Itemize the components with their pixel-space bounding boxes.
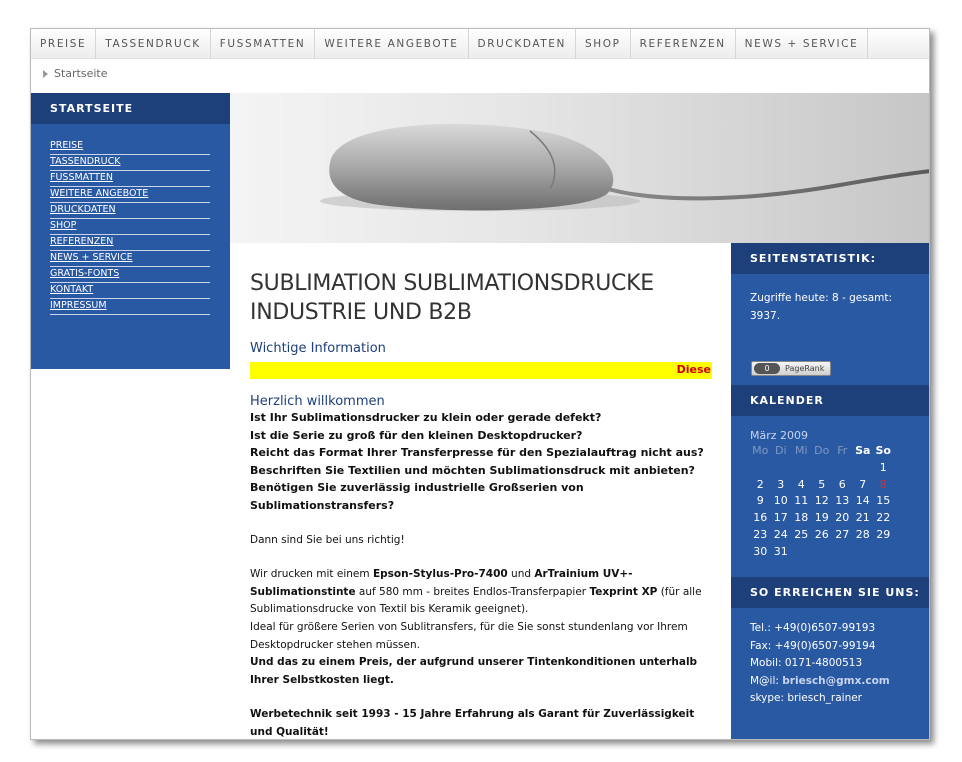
left-menu-item-impressum[interactable]: IMPRESSUM <box>50 299 210 315</box>
calendar-empty-cell <box>791 460 812 477</box>
contact-skype: skype: briesch_rainer <box>750 692 862 705</box>
calendar-day[interactable]: 3 <box>777 477 785 491</box>
question-line: Beschriften Sie Textilien und möchten Sublimationsdruck mit anbieten? <box>250 463 695 477</box>
calendar-day[interactable]: 8 <box>879 477 887 491</box>
paper-name: Texprint XP <box>589 585 658 598</box>
calendar-day[interactable]: 28 <box>855 527 870 541</box>
nav-item-druckdaten[interactable]: DRUCKDATEN <box>469 29 576 59</box>
ideal-paragraph: Ideal für größere Serien von Sublitransfers, für die Sie sonst stundenlang vor Ihrem Desktopdrucker stehen müssen. <box>250 620 688 651</box>
info-heading: Wichtige Information <box>250 341 386 356</box>
page-frame <box>30 28 930 740</box>
left-menu-item-news-service[interactable]: NEWS + SERVICE <box>50 251 210 267</box>
calendar-day[interactable]: 21 <box>855 511 870 525</box>
calendar-day[interactable]: 6 <box>838 477 846 491</box>
left-sidebar-heading: STARTSEITE <box>31 93 230 124</box>
breadcrumb-arrow-icon <box>43 70 48 78</box>
calendar-empty-cell <box>812 460 833 477</box>
news-ticker <box>250 362 712 379</box>
calendar-day[interactable]: 18 <box>794 511 809 525</box>
calendar-day[interactable]: 11 <box>794 494 809 508</box>
contact-mobile: Mobil: 0171-4800513 <box>750 657 863 670</box>
calendar-weekday: Mi <box>794 444 808 457</box>
calendar-day[interactable]: 13 <box>835 494 850 508</box>
top-navigation <box>31 29 930 59</box>
equipment-paragraph <box>250 566 712 619</box>
calendar-weekday: Mo <box>752 444 769 457</box>
browser-top-strip <box>30 14 930 28</box>
contact-block <box>731 620 890 708</box>
question-list <box>250 409 712 515</box>
page-title-line-1: SUBLIMATION SUBLIMATIONSDRUCKE <box>250 271 654 296</box>
calendar-day[interactable]: 14 <box>855 494 870 508</box>
calendar-day[interactable]: 19 <box>814 511 829 525</box>
nav-item-preise[interactable]: PREISE <box>31 29 96 59</box>
mail-link[interactable]: briesch@gmx.com <box>782 674 890 687</box>
ink-name: ArTrainium UV+-Sublimationstinte <box>250 568 633 598</box>
calendar-day[interactable]: 10 <box>773 494 788 508</box>
nav-item-news-service[interactable]: NEWS + SERVICE <box>736 29 869 59</box>
calendar-day[interactable]: 25 <box>794 527 809 541</box>
contact-fax: Fax: +49(0)6507-99194 <box>750 639 876 652</box>
stats-text: Zugriffe heute: 8 - gesamt: 3937. <box>750 292 893 322</box>
question-line: Benötigen Sie zuverlässig industrielle Großserien von Sublimationstransfers? <box>250 481 584 512</box>
calendar-day[interactable]: 17 <box>773 511 788 525</box>
pagerank-label: PageRank <box>785 364 825 373</box>
calendar-weekday: Do <box>814 444 830 457</box>
main-content <box>250 269 712 740</box>
calendar-day[interactable]: 20 <box>835 511 850 525</box>
stats-heading: SEITENSTATISTIK: <box>731 243 930 274</box>
experience-paragraph: Werbetechnik seit 1993 - 15 Jahre Erfahrung als Garant für Zuverlässigkeit und Qualität! <box>250 708 695 738</box>
p1-c: und <box>507 568 535 581</box>
calendar-day[interactable]: 9 <box>756 494 764 508</box>
breadcrumb-home-link[interactable]: Startseite <box>54 67 108 80</box>
left-menu-item-referenzen[interactable]: REFERENZEN <box>50 235 210 251</box>
calendar-grid <box>750 443 894 561</box>
contact-heading: SO ERREICHEN SIE UNS: <box>731 577 930 608</box>
question-line: Reicht das Format Ihrer Transferpresse für den Spezialauftrag nicht aus? <box>250 446 704 460</box>
answer-text: Dann sind Sie bei uns richtig! <box>250 533 405 546</box>
left-menu-item-fussmatten[interactable]: FUSSMATTEN <box>50 171 210 187</box>
page-title <box>250 269 712 327</box>
calendar-day[interactable]: 30 <box>753 544 768 558</box>
printer-model: Epson-Stylus-Pro-7400 <box>372 568 508 581</box>
left-sidebar <box>31 93 230 369</box>
calendar-day[interactable]: 15 <box>876 494 891 508</box>
nav-item-shop[interactable]: SHOP <box>576 29 631 59</box>
calendar-weekday: Sa <box>855 444 871 457</box>
breadcrumb <box>43 67 108 80</box>
calendar-day[interactable]: 23 <box>753 527 768 541</box>
left-menu-item-tassendruck[interactable]: TASSENDRUCK <box>50 155 210 171</box>
calendar-day[interactable]: 27 <box>835 527 850 541</box>
calendar-day[interactable]: 24 <box>773 527 788 541</box>
left-menu <box>31 124 230 315</box>
calendar-day[interactable]: 5 <box>818 477 826 491</box>
calendar-day[interactable]: 12 <box>814 494 829 508</box>
nav-item-tassendruck[interactable]: TASSENDRUCK <box>96 29 210 59</box>
price-paragraph: Und das zu einem Preis, der aufgrund unserer Tintenkonditionen unterhalb Ihrer Selbstkosten liegt. <box>250 656 698 686</box>
question-line: Ist Ihr Sublimationsdrucker zu klein oder gerade defekt? <box>250 411 602 424</box>
left-menu-item-druckdaten[interactable]: DRUCKDATEN <box>50 203 210 219</box>
pagerank-value: 0 <box>754 363 780 374</box>
left-menu-item-kontakt[interactable]: KONTAKT <box>50 283 210 299</box>
calendar-day[interactable]: 1 <box>879 460 887 474</box>
calendar-day[interactable]: 26 <box>814 527 829 541</box>
nav-item-fussmatten[interactable]: FUSSMATTEN <box>211 29 316 59</box>
right-sidebar <box>731 243 930 740</box>
calendar-day[interactable]: 4 <box>797 477 805 491</box>
hero-image <box>230 93 930 243</box>
calendar <box>750 429 894 561</box>
news-ticker-text: Diese <box>676 363 711 376</box>
left-menu-item-shop[interactable]: SHOP <box>50 219 210 235</box>
calendar-day[interactable]: 29 <box>876 527 891 541</box>
left-menu-item-gratis-fonts[interactable]: GRATIS-FONTS <box>50 267 210 283</box>
calendar-day[interactable]: 7 <box>859 477 867 491</box>
calendar-empty-cell <box>832 460 853 477</box>
calendar-day[interactable]: 22 <box>876 511 891 525</box>
mail-label: M@il: <box>750 674 783 687</box>
nav-item-weitere-angebote[interactable]: WEITERE ANGEBOTE <box>315 29 468 59</box>
calendar-empty-cell <box>853 460 874 477</box>
calendar-weekday: So <box>875 444 891 457</box>
calendar-month: März 2009 <box>750 429 809 442</box>
left-menu-item-weitere-angebote[interactable]: WEITERE ANGEBOTE <box>50 187 210 203</box>
calendar-weekday: Di <box>774 444 787 457</box>
p1-e: auf 580 mm - breites Endlos-Transferpapier <box>355 585 590 598</box>
calendar-heading: KALENDER <box>731 385 930 416</box>
calendar-empty-cell <box>771 460 792 477</box>
calendar-day[interactable]: 2 <box>756 477 764 491</box>
question-line: Ist die Serie zu groß für den kleinen Desktopdrucker? <box>250 428 583 442</box>
welcome-heading: Herzlich willkommen <box>250 394 385 409</box>
left-menu-item-preise[interactable]: PREISE <box>50 139 210 155</box>
calendar-day[interactable]: 31 <box>773 544 788 558</box>
calendar-day[interactable]: 16 <box>753 511 768 525</box>
calendar-weekday: Fr <box>837 444 848 457</box>
contact-tel: Tel.: +49(0)6507-99193 <box>750 622 876 634</box>
calendar-empty-cell <box>750 460 771 477</box>
contact-mail <box>731 673 890 691</box>
computer-mouse-icon <box>230 93 930 243</box>
p1-a: Wir drucken mit einem <box>250 568 373 581</box>
page-title-line-2: INDUSTRIE UND B2B <box>250 300 472 325</box>
pagerank-badge[interactable] <box>751 361 831 376</box>
p1-g: (für alle Sublimationsdrucke von Textil bis Keramik geeignet). <box>250 585 702 616</box>
nav-item-referenzen[interactable]: REFERENZEN <box>631 29 736 59</box>
